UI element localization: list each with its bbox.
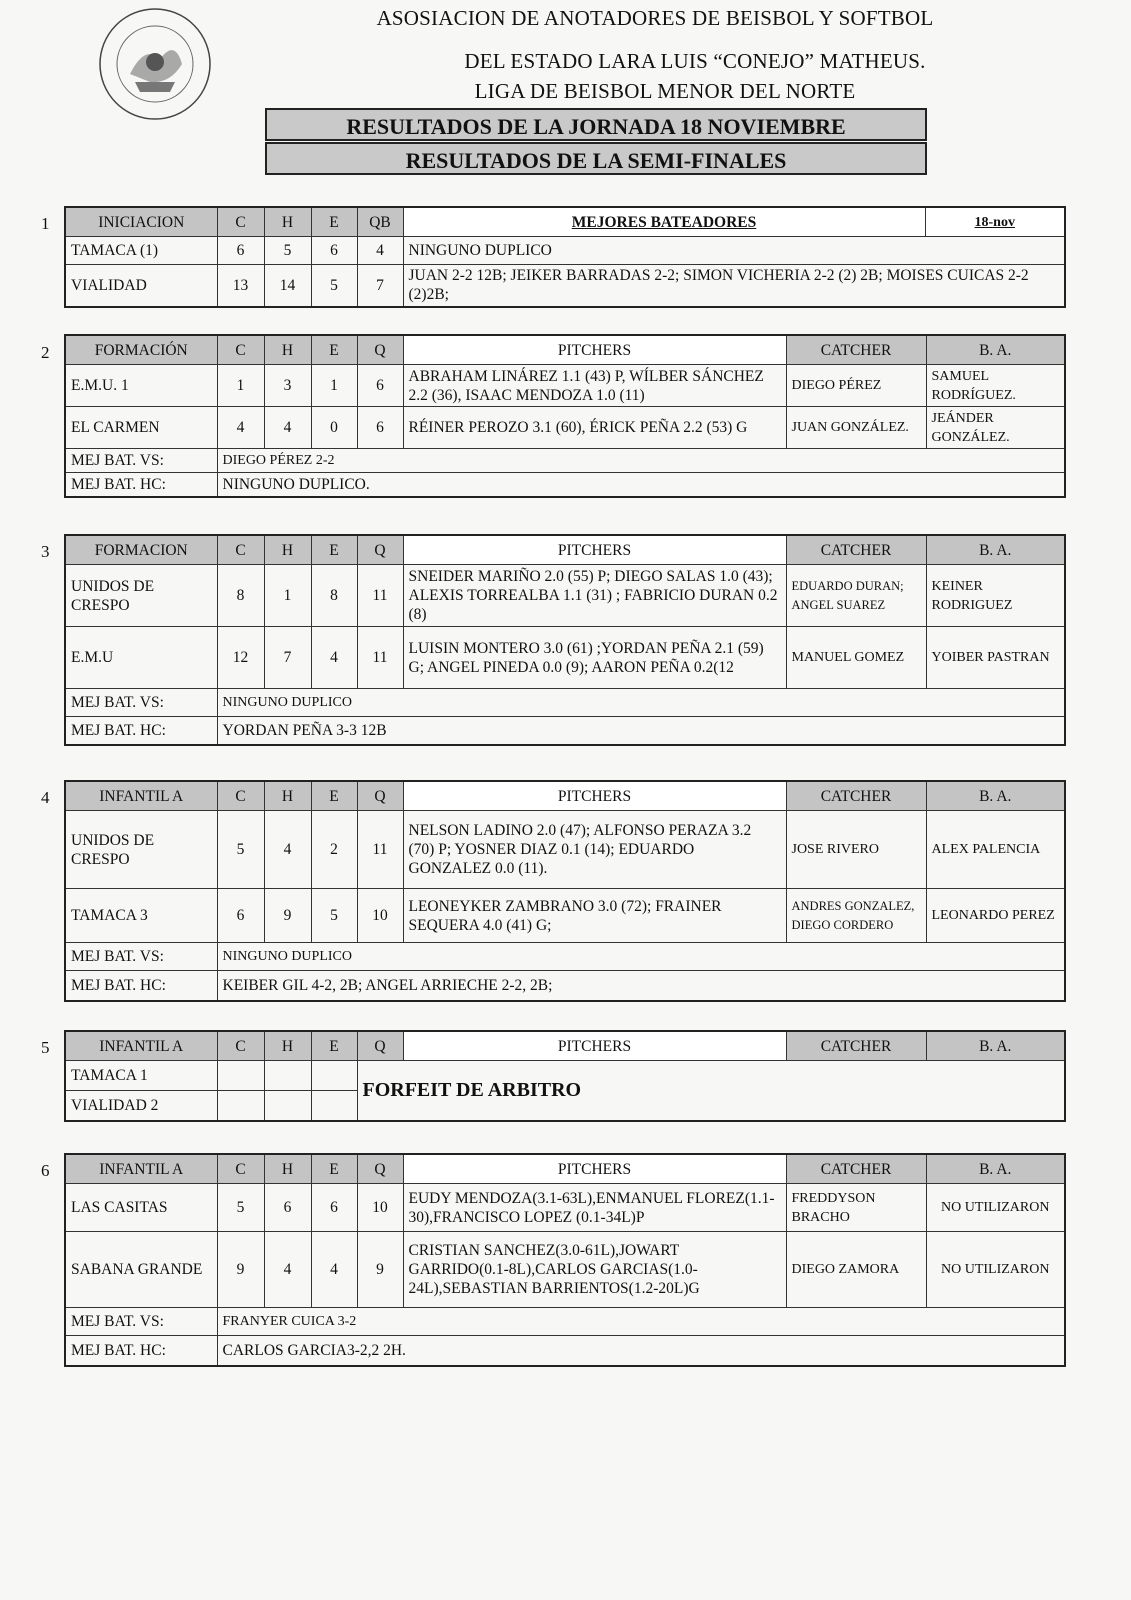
col-pitchers: PITCHERS [403, 335, 786, 365]
table-header-row [65, 335, 1065, 365]
col-q: Q [357, 335, 403, 365]
col-q: Q [357, 535, 403, 565]
catcher: MANUEL GOMEZ [786, 627, 926, 689]
game-number: 5 [41, 1038, 50, 1057]
errors: 8 [311, 565, 357, 627]
team-name: TAMACA 1 [65, 1061, 217, 1091]
best-batter-vs-label: MEJ BAT. VS: [65, 1308, 217, 1336]
q: 11 [357, 627, 403, 689]
best-batter-hc-row [65, 473, 1065, 497]
col-qb: QB [357, 207, 403, 237]
errors: 2 [311, 811, 357, 889]
q: 9 [357, 1232, 403, 1308]
pitchers: LEONEYKER ZAMBRANO 3.0 (72); FRAINER SEQUERA 4.0 (41) G; [403, 889, 786, 943]
team-name: TAMACA 3 [65, 889, 217, 943]
association-seal-logo [90, 4, 220, 124]
best-batter-hc-row [65, 717, 1065, 745]
catcher: DIEGO ZAMORA [786, 1232, 926, 1308]
hits: 3 [264, 365, 311, 407]
date-label: 18-nov [925, 207, 1065, 237]
team-name: VIALIDAD [65, 265, 217, 307]
team-name: EL CARMEN [65, 407, 217, 449]
col-c: C [217, 207, 264, 237]
ba: KEINER RODRIGUEZ [926, 565, 1065, 627]
qb: 7 [357, 265, 403, 307]
hits: 9 [264, 889, 311, 943]
pitchers: LUISIN MONTERO 3.0 (61) ;YORDAN PEÑA 2.1 (59) G; ANGEL PINEDA 0.0 (9); AARON PEÑA 0.2(12 [403, 627, 786, 689]
col-h: H [264, 535, 311, 565]
col-q: Q [357, 1031, 403, 1061]
team-row [65, 1232, 1065, 1308]
col-e: E [311, 1031, 357, 1061]
ba: ALEX PALENCIA [926, 811, 1065, 889]
pitchers: ABRAHAM LINÁREZ 1.1 (43) P, WÍLBER SÁNCHEZ 2.2 (36), ISAAC MENDOZA 1.0 (11) [403, 365, 786, 407]
pitchers: CRISTIAN SANCHEZ(3.0-61L),JOWART GARRIDO(0.1-8L),CARLOS GARCIAS(1.0-24L),SEBASTIAN BARRIENTOS(1.2-20L)G [403, 1232, 786, 1308]
best-batter-hc: CARLOS GARCIA3-2,2 2H. [217, 1336, 1065, 1366]
hits: 6 [264, 1184, 311, 1232]
category-label: FORMACION [65, 535, 217, 565]
hits: 5 [264, 237, 311, 265]
best-batter-vs: FRANYER CUICA 3-2 [217, 1308, 1065, 1336]
col-q: Q [357, 781, 403, 811]
col-h: H [264, 207, 311, 237]
best-batter-hc: KEIBER GIL 4-2, 2B; ANGEL ARRIECHE 2-2, 2B; [217, 971, 1065, 1001]
team-name: UNIDOS DE CRESPO [65, 811, 217, 889]
game-number: 2 [41, 343, 50, 362]
team-row [65, 565, 1065, 627]
best-batter-vs: NINGUNO DUPLICO [217, 943, 1065, 971]
best-batter-hc: YORDAN PEÑA 3-3 12B [217, 717, 1065, 745]
team-name: LAS CASITAS [65, 1184, 217, 1232]
q: 11 [357, 565, 403, 627]
col-c: C [217, 535, 264, 565]
team-row [65, 365, 1065, 407]
table-header-row [65, 1154, 1065, 1184]
errors: 0 [311, 407, 357, 449]
best-batter-hc-label: MEJ BAT. HC: [65, 717, 217, 745]
runs: 12 [217, 627, 264, 689]
ba: SAMUEL RODRÍGUEZ. [926, 365, 1065, 407]
errors: 5 [311, 265, 357, 307]
col-h: H [264, 1154, 311, 1184]
hits: 7 [264, 627, 311, 689]
game-5-table [64, 1030, 1066, 1122]
col-e: E [311, 335, 357, 365]
team-name: E.M.U. 1 [65, 365, 217, 407]
team-name: TAMACA (1) [65, 237, 217, 265]
empty-cell [264, 1091, 311, 1121]
catcher: ANDRES GONZALEZ, DIEGO CORDERO [786, 889, 926, 943]
game-4-table [64, 780, 1066, 1002]
errors: 4 [311, 1232, 357, 1308]
runs: 9 [217, 1232, 264, 1308]
pitchers: RÉINER PEROZO 3.1 (60), ÉRICK PEÑA 2.2 (53) G [403, 407, 786, 449]
col-ba: B. A. [926, 1154, 1065, 1184]
runs: 13 [217, 265, 264, 307]
best-batter-vs-row [65, 943, 1065, 971]
best-batter-vs-row [65, 689, 1065, 717]
hits: 4 [264, 811, 311, 889]
col-catcher: CATCHER [786, 781, 926, 811]
col-c: C [217, 1031, 264, 1061]
q: 6 [357, 407, 403, 449]
best-batter-vs-label: MEJ BAT. VS: [65, 689, 217, 717]
best-batters-note: NINGUNO DUPLICO [403, 237, 1065, 265]
empty-cell [311, 1091, 357, 1121]
game-number: 3 [41, 542, 50, 561]
catcher: FREDDYSON BRACHO [786, 1184, 926, 1232]
table-header-row [65, 207, 1065, 237]
category-label: INFANTIL A [65, 1154, 217, 1184]
catcher: JOSE RIVERO [786, 811, 926, 889]
ba: NO UTILIZARON [926, 1232, 1065, 1308]
game-3-table [64, 534, 1066, 746]
runs: 6 [217, 237, 264, 265]
col-pitchers: PITCHERS [403, 1154, 786, 1184]
team-name: UNIDOS DE CRESPO [65, 565, 217, 627]
empty-cell [264, 1061, 311, 1091]
team-row [65, 407, 1065, 449]
col-ba: B. A. [926, 781, 1065, 811]
col-catcher: CATCHER [786, 335, 926, 365]
col-h: H [264, 1031, 311, 1061]
col-e: E [311, 207, 357, 237]
pitchers: SNEIDER MARIÑO 2.0 (55) P; DIEGO SALAS 1.0 (43); ALEXIS TORREALBA 1.1 (31) ; FABRICIO DURAN 0.2 (8) [403, 565, 786, 627]
col-pitchers: PITCHERS [403, 781, 786, 811]
team-row [65, 1061, 1065, 1091]
empty-cell [217, 1061, 264, 1091]
col-ba: B. A. [926, 1031, 1065, 1061]
errors: 4 [311, 627, 357, 689]
best-batter-hc-row [65, 971, 1065, 1001]
header-state: DEL ESTADO LARA LUIS “CONEJO” MATHEUS. [464, 49, 926, 73]
catcher: JUAN GONZÁLEZ. [786, 407, 926, 449]
table-header-row [65, 1031, 1065, 1061]
col-e: E [311, 535, 357, 565]
col-q: Q [357, 1154, 403, 1184]
qb: 4 [357, 237, 403, 265]
q: 10 [357, 889, 403, 943]
forfeit-result: FORFEIT DE ARBITRO [357, 1061, 1065, 1121]
errors: 6 [311, 237, 357, 265]
empty-cell [311, 1061, 357, 1091]
ba: JEÁNDER GONZÁLEZ. [926, 407, 1065, 449]
hits: 14 [264, 265, 311, 307]
team-name: SABANA GRANDE [65, 1232, 217, 1308]
best-batter-hc-row [65, 1336, 1065, 1366]
category-label: INFANTIL A [65, 1031, 217, 1061]
col-e: E [311, 781, 357, 811]
team-row [65, 265, 1065, 307]
ba: LEONARDO PEREZ [926, 889, 1065, 943]
runs: 5 [217, 811, 264, 889]
table-header-row [65, 781, 1065, 811]
col-catcher: CATCHER [786, 1031, 926, 1061]
team-row [65, 889, 1065, 943]
best-batter-vs: NINGUNO DUPLICO [217, 689, 1065, 717]
col-c: C [217, 335, 264, 365]
errors: 5 [311, 889, 357, 943]
game-6-table [64, 1153, 1066, 1367]
banner-semifinales: RESULTADOS DE LA SEMI-FINALES [265, 142, 927, 175]
banner-jornada: RESULTADOS DE LA JORNADA 18 NOVIEMBRE [265, 108, 927, 141]
runs: 1 [217, 365, 264, 407]
col-ba: B. A. [926, 335, 1065, 365]
runs: 5 [217, 1184, 264, 1232]
category-label: INICIACION [65, 207, 217, 237]
best-batter-hc-label: MEJ BAT. HC: [65, 1336, 217, 1366]
col-e: E [311, 1154, 357, 1184]
runs: 4 [217, 407, 264, 449]
pitchers: EUDY MENDOZA(3.1-63L),ENMANUEL FLOREZ(1.1-30),FRANCISCO LOPEZ (0.1-34L)P [403, 1184, 786, 1232]
col-c: C [217, 1154, 264, 1184]
best-batter-hc-label: MEJ BAT. HC: [65, 971, 217, 1001]
table-header-row [65, 535, 1065, 565]
hits: 4 [264, 407, 311, 449]
runs: 8 [217, 565, 264, 627]
game-number: 6 [41, 1161, 50, 1180]
category-label: FORMACIÓN [65, 335, 217, 365]
empty-cell [217, 1091, 264, 1121]
header-league: LIGA DE BEISBOL MENOR DEL NORTE [474, 79, 856, 103]
best-batters-note: JUAN 2-2 12B; JEIKER BARRADAS 2-2; SIMON VICHERIA 2-2 (2) 2B; MOISES CUICAS 2-2 (2)2B; [403, 265, 1065, 307]
team-row [65, 627, 1065, 689]
game-1-table [64, 206, 1066, 308]
team-row [65, 237, 1065, 265]
best-batter-vs: DIEGO PÉREZ 2-2 [217, 449, 1065, 473]
team-row [65, 1184, 1065, 1232]
errors: 6 [311, 1184, 357, 1232]
category-label: INFANTIL A [65, 781, 217, 811]
col-h: H [264, 335, 311, 365]
col-catcher: CATCHER [786, 535, 926, 565]
team-name: VIALIDAD 2 [65, 1091, 217, 1121]
ba: YOIBER PASTRAN [926, 627, 1065, 689]
best-batters-header: MEJORES BATEADORES [403, 207, 925, 237]
catcher: EDUARDO DURAN; ANGEL SUAREZ [786, 565, 926, 627]
best-batter-vs-row [65, 1308, 1065, 1336]
q: 11 [357, 811, 403, 889]
col-pitchers: PITCHERS [403, 1031, 786, 1061]
errors: 1 [311, 365, 357, 407]
col-catcher: CATCHER [786, 1154, 926, 1184]
col-c: C [217, 781, 264, 811]
team-row [65, 811, 1065, 889]
col-h: H [264, 781, 311, 811]
hits: 4 [264, 1232, 311, 1308]
col-ba: B. A. [926, 535, 1065, 565]
hits: 1 [264, 565, 311, 627]
pitchers: NELSON LADINO 2.0 (47); ALFONSO PERAZA 3.2 (70) P; YOSNER DIAZ 0.1 (14); EDUARDO GONZALEZ 0.0 (11). [403, 811, 786, 889]
best-batter-hc-label: MEJ BAT. HC: [65, 473, 217, 497]
best-batter-vs-row [65, 449, 1065, 473]
best-batter-vs-label: MEJ BAT. VS: [65, 943, 217, 971]
runs: 6 [217, 889, 264, 943]
header-association: ASOSIACION DE ANOTADORES DE BEISBOL Y SOFTBOL [376, 6, 934, 30]
game-2-table [64, 334, 1066, 498]
q: 6 [357, 365, 403, 407]
catcher: DIEGO PÉREZ [786, 365, 926, 407]
team-name: E.M.U [65, 627, 217, 689]
game-number: 4 [41, 788, 50, 807]
best-batter-vs-label: MEJ BAT. VS: [65, 449, 217, 473]
col-pitchers: PITCHERS [403, 535, 786, 565]
q: 10 [357, 1184, 403, 1232]
best-batter-hc: NINGUNO DUPLICO. [217, 473, 1065, 497]
game-number: 1 [41, 214, 50, 233]
ba: NO UTILIZARON [926, 1184, 1065, 1232]
